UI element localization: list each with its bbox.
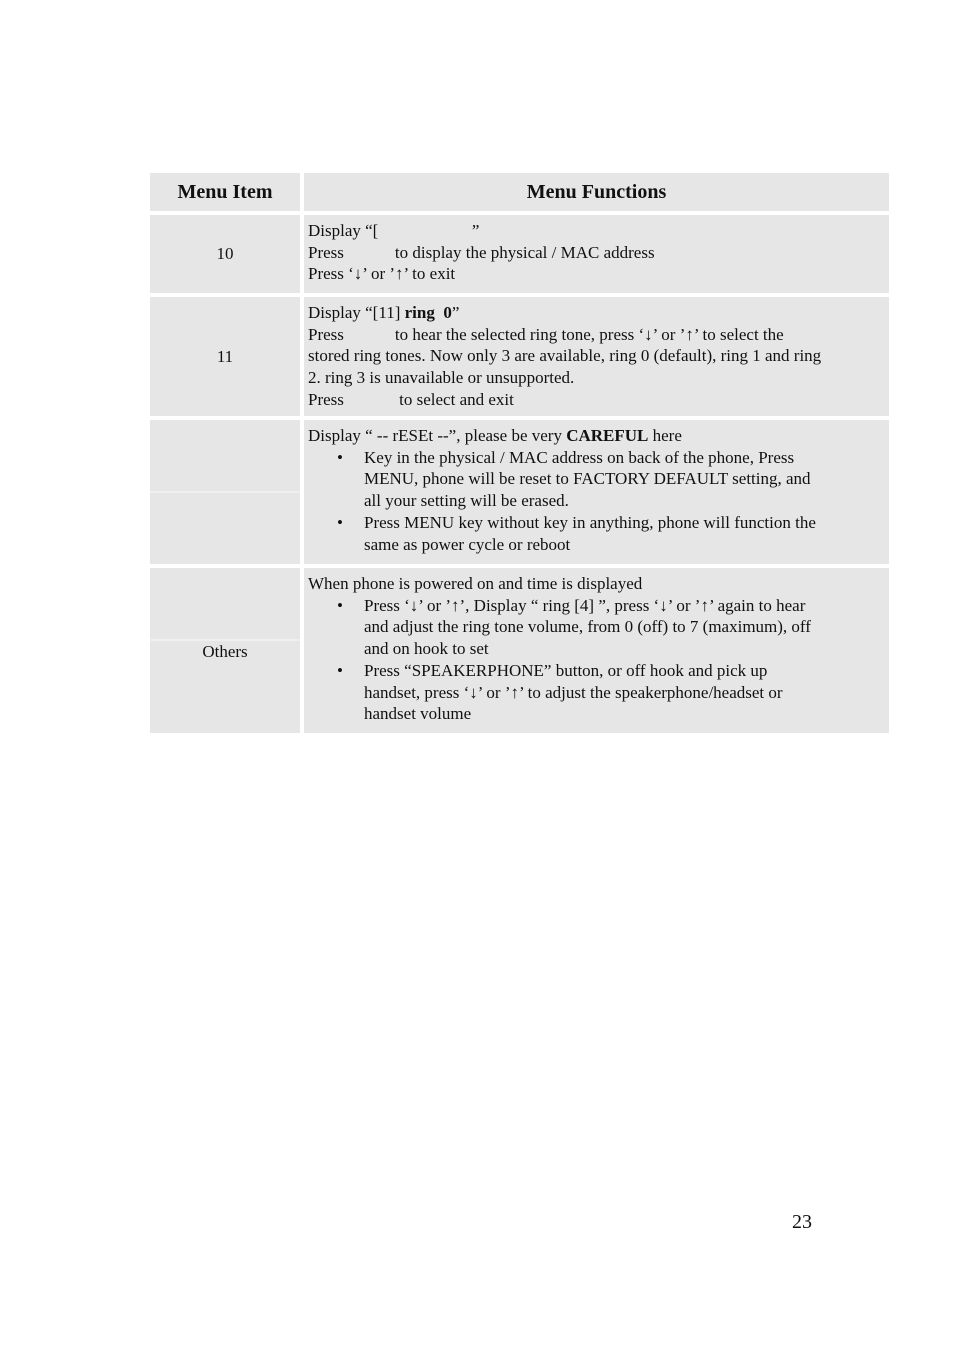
menu-item-others: Others: [150, 568, 300, 733]
function-line: Press to select and exit: [308, 389, 514, 409]
menu-function-others: [304, 568, 889, 733]
display-value: ring 0: [404, 303, 452, 322]
bullet-icon: •: [337, 512, 343, 532]
header-menu-functions: Menu Functions: [304, 173, 889, 211]
table-header-row: [150, 173, 889, 211]
list-item: • Press “SPEAKERPHONE” button, or off hook and pick up handset, press ‘↓’ or ’↑’ to adjust the speakerphone/headset or handset volume: [337, 660, 783, 724]
bullet-icon: •: [337, 660, 343, 680]
menu-item-10: 10: [150, 215, 300, 293]
display-text-end: here: [648, 426, 682, 445]
display-text: Display “ -- rESEt --”, please be very: [308, 426, 567, 445]
display-text: Display “[11]: [308, 303, 405, 322]
header-menu-item: Menu Item: [150, 173, 300, 211]
function-line: [308, 302, 885, 324]
menu-function-reset: [304, 420, 889, 564]
table-row-11: [150, 297, 889, 416]
function-line: Press to display the physical / MAC address: [308, 242, 655, 262]
page-number: 23: [792, 1211, 812, 1233]
function-line: Display “[ ”: [308, 221, 480, 240]
menu-function-10: [304, 215, 889, 293]
function-line: stored ring tones. Now only 3 are available, ring 0 (default), ring 1 and ring: [308, 346, 822, 366]
function-line: When phone is powered on and time is displayed: [308, 574, 643, 593]
function-line: [308, 425, 885, 447]
menu-table: [150, 173, 889, 733]
menu-item-11: 11: [150, 297, 300, 416]
list-item: • Press MENU key without key in anything, phone will function the same as power cycle or reboot: [337, 512, 816, 554]
function-line: Press ‘↓’ or ’↑’ to exit: [308, 264, 456, 284]
bullet-icon: •: [337, 447, 343, 467]
table-row-others: [150, 568, 889, 733]
bullet-icon: •: [337, 595, 343, 615]
bullet-list: [308, 447, 885, 556]
menu-function-11: [304, 297, 889, 416]
table-row-reset: [150, 420, 889, 564]
bullet-list: [308, 595, 885, 725]
menu-item-reset: [150, 420, 300, 564]
list-item: • Press ‘↓’ or ’↑’, Display “ ring [4] ”, press ‘↓’ or ’↑’ again to hear and adjust the ring tone volume, from 0 (off) to 7 (maximum), off and on hook to set: [337, 595, 811, 659]
warning-text: CAREFUL: [566, 426, 649, 445]
list-item: • Key in the physical / MAC address on back of the phone, Press MENU, phone will be reset to FACTORY DEFAULT setting, and all your setting will be erased.: [337, 447, 811, 511]
display-text-end: ”: [451, 303, 460, 322]
function-line: 2. ring 3 is unavailable or unsupported.: [308, 368, 575, 388]
function-line: Press to hear the selected ring tone, press ‘↓’ or ’↑’ to select the: [308, 324, 784, 344]
table-row-10: [150, 215, 889, 293]
